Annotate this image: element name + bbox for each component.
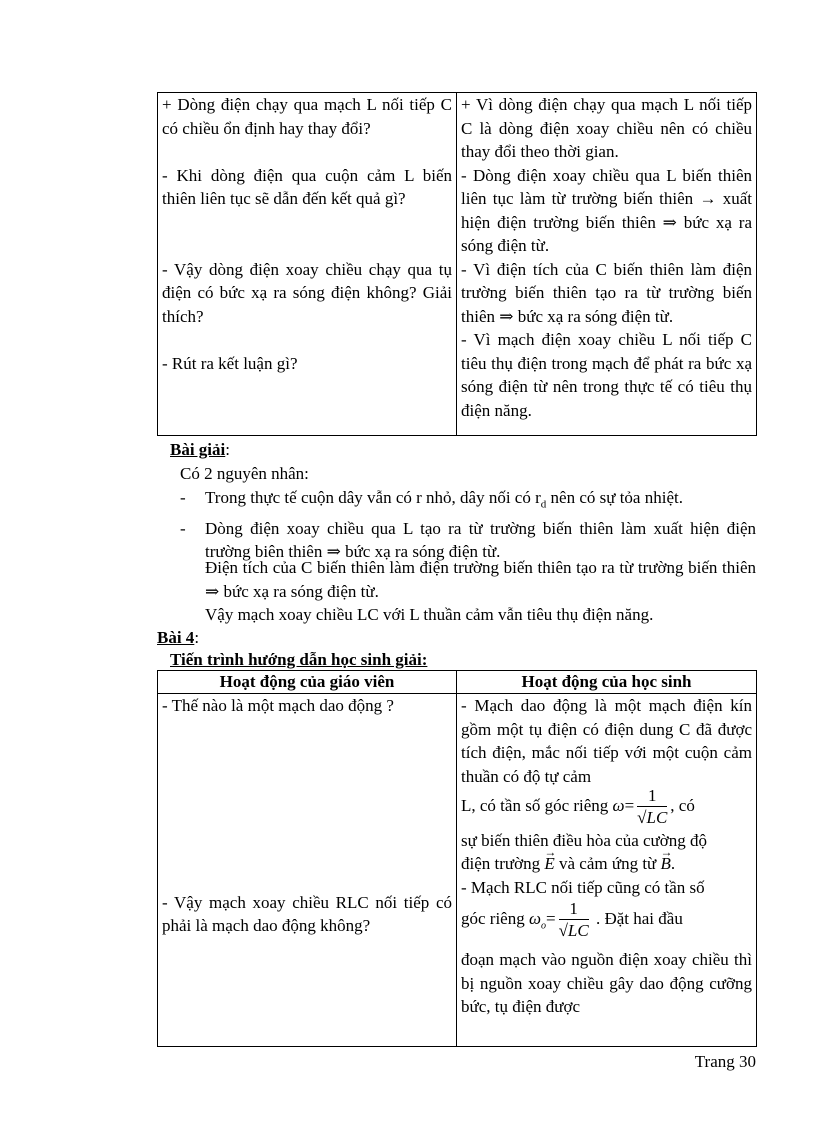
teacher-column-2 (158, 694, 457, 1047)
student-a-fields: điện trường → E và cảm ứng từ → B. (461, 852, 752, 876)
activity-table-1 (157, 92, 757, 436)
student-a-variation: sự biến thiên điều hòa của cường độ (461, 830, 707, 850)
solution-heading-line: Bài giải: (170, 440, 230, 459)
bai4-heading: Bài 4 (157, 628, 195, 647)
student-column-2 (457, 694, 757, 1047)
vector-e: → E (544, 854, 554, 873)
teacher-question-4: - Rút ra kết luận gì? (162, 353, 298, 373)
teacher-q-rlc: - Vậy mạch xoay chiều RLC nối tiếp có phải là mạch dao động không? (162, 892, 452, 935)
teacher-question-2: - Khi dòng điện qua cuộn cảm L biến thiên liên tục sẽ dẫn đến kết quả gì? (162, 165, 452, 208)
solution-intro: Có 2 nguyên nhân: (180, 464, 309, 483)
student-answer-3: - Vì điện tích của C biến thiên làm điện trường biến thiên tạo ra từ trường biến thiên ⇒ bức xạ ra sóng điện từ. (461, 259, 752, 326)
omega0-formula: $\frac{1}{√LC}$ (558, 898, 589, 940)
solution-bullet-2: - Dòng điện xoay chiều qua L tạo ra từ trường biến thiên làm xuất hiện điện trường biên thiên ⇒ bức xạ ra sóng điện từ. (170, 517, 756, 564)
header-student: Hoạt động của học sinh (457, 671, 757, 694)
student-a-rlc: - Mạch RLC nối tiếp cũng có tần số (461, 877, 705, 897)
omega-formula: $\frac{1}{√LC}$ (637, 785, 668, 827)
student-answer-4: - Vì mạch điện xoay chiều L nối tiếp C tiêu thụ điện trong mạch để phát ra bức xạ sóng điện từ nên trong thực tế có tiêu thụ điện năng. (461, 330, 752, 420)
solution-bullet-1: - Trong thực tế cuộn dây vẫn có r nhỏ, dây nối có $r_d$ nên có sự tỏa nhiệt. (170, 486, 756, 517)
student-a-oscillator: - Mạch dao động là một mạch điện kín gồm một tụ điện có điện dung C đã được tích điện, mắc nối tiếp với một cuộn cảm thuần có độ tự cảm (461, 696, 752, 786)
student-a-forced: đoạn mạch vào nguồn điện xoay chiều thì bị nguồn xoay chiều gây dao động cưỡng bức, tụ điện được (461, 950, 752, 1017)
bai4-subheading: Tiến trình hướng dẫn học sinh giải: (170, 650, 428, 669)
teacher-question-3: - Vậy dòng điện xoay chiều chạy qua tụ điện có bức xạ ra sóng điện không? Giải thích? (162, 259, 452, 326)
student-column (457, 93, 757, 436)
teacher-column (158, 93, 457, 436)
page-number: Trang 30 (694, 1052, 756, 1071)
student-answer-2: - Dòng điện xoay chiều qua L biến thiên liên tục làm từ trường biến thiên → xuất hiện điện trường biến thiên ⇒ bức xạ ra sóng điện từ. (461, 165, 752, 255)
solution-para-3: Điện tích của C biến thiên làm điện trường biến thiên tạo ra từ trường biến thiên ⇒ bức xạ ra sóng điện từ. (205, 558, 756, 601)
activity-table-2 (157, 670, 757, 1047)
student-answer-1: + Vì dòng điện chạy qua mạch L nối tiếp C là dòng điện xoay chiều nên có chiều thay đổi theo thời gian. (461, 95, 752, 161)
omega0-symbol: ω (528, 909, 541, 929)
teacher-question-1: + Dòng điện chạy qua mạch L nối tiếp C có chiều ổn định hay thay đổi? (162, 95, 452, 138)
teacher-q-oscillator: - Thế nào là một mạch dao động ? (162, 696, 394, 715)
header-teacher: Hoạt động của giáo viên (158, 671, 457, 694)
omega-symbol: ω (612, 796, 625, 815)
solution-para-4: Vậy mạch xoay chiều LC với L thuần cảm vẫn tiêu thụ điện năng. (205, 605, 654, 624)
solution-heading: Bài giải (170, 440, 226, 459)
student-a-omega-line: L, có tần số góc riêng ω= $\frac{1}{√LC}$ , có (461, 785, 695, 827)
solution-list (170, 486, 756, 564)
vector-b: → B (661, 854, 671, 873)
student-a-omega0-line: góc riêng $\omega_o=$ $\frac{1}{√LC}$ . Đặt hai đầu (461, 898, 683, 940)
bai4-heading-line: Bài 4: (157, 628, 200, 647)
